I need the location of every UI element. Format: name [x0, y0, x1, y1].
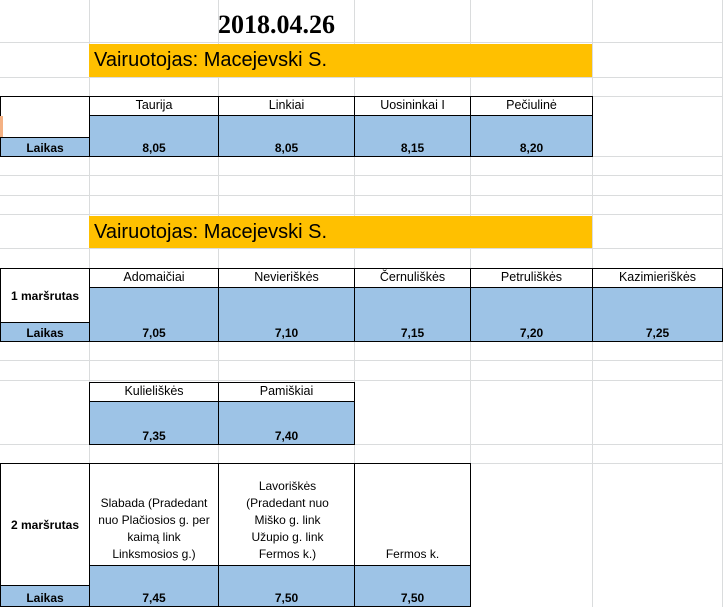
stop-time: 7,40 — [218, 401, 355, 445]
driver-banner-2: Vairuotojas: Macejevski S. — [89, 216, 592, 248]
stop-header: Kulieliškės — [89, 382, 219, 402]
stop-time: 7,50 — [218, 565, 355, 607]
stop-header: Linkiai — [218, 96, 355, 116]
stop-time: 7,05 — [89, 287, 219, 342]
section1-header-spacer — [0, 96, 90, 138]
stop-header: Pamiškiai — [218, 382, 355, 402]
stop-header: Nevieriškės — [218, 268, 355, 288]
page-title: 2018.04.26 — [218, 10, 335, 39]
stop-time: 8,15 — [354, 115, 471, 157]
stop-time: 7,25 — [592, 287, 723, 342]
stop-header: Lavoriškės (Pradedant nuo Miško g. link Užupio g. link Fermos k.) — [218, 463, 355, 566]
row-selection-marker — [0, 116, 3, 137]
stop-header: Taurija — [89, 96, 219, 116]
route1-label: 1 maršrutas — [10, 289, 80, 303]
stop-time: 7,10 — [218, 287, 355, 342]
driver-banner-1: Vairuotojas: Macejevski S. — [89, 44, 592, 77]
stop-header: Uosininkai I — [354, 96, 471, 116]
stop-header: Černuliškės — [354, 268, 471, 288]
stop-time: 8,05 — [89, 115, 219, 157]
route2-label: 2 maršrutas — [10, 518, 80, 532]
stop-header: Fermos k. — [354, 463, 471, 566]
stop-time: 7,15 — [354, 287, 471, 342]
time-label: Laikas — [0, 137, 90, 157]
stop-time: 8,20 — [470, 115, 593, 157]
stop-header: Adomaičiai — [89, 268, 219, 288]
time-label: Laikas — [0, 585, 90, 607]
stop-time: 8,05 — [218, 115, 355, 157]
stop-time: 7,35 — [89, 401, 219, 445]
stop-header: Slabada (Pradedant nuo Plačiosios g. per kaimą link Linksmosios g.) — [89, 463, 219, 566]
stop-header: Petruliškės — [470, 268, 593, 288]
route1-label-cell — [0, 268, 90, 323]
time-label: Laikas — [0, 322, 90, 342]
stop-time: 7,20 — [470, 287, 593, 342]
stop-header: Kazimieriškės — [592, 268, 723, 288]
route2-label-cell — [0, 463, 90, 586]
stop-time: 7,45 — [89, 565, 219, 607]
stop-time: 7,50 — [354, 565, 471, 607]
stop-header: Pečiulinė — [470, 96, 593, 116]
